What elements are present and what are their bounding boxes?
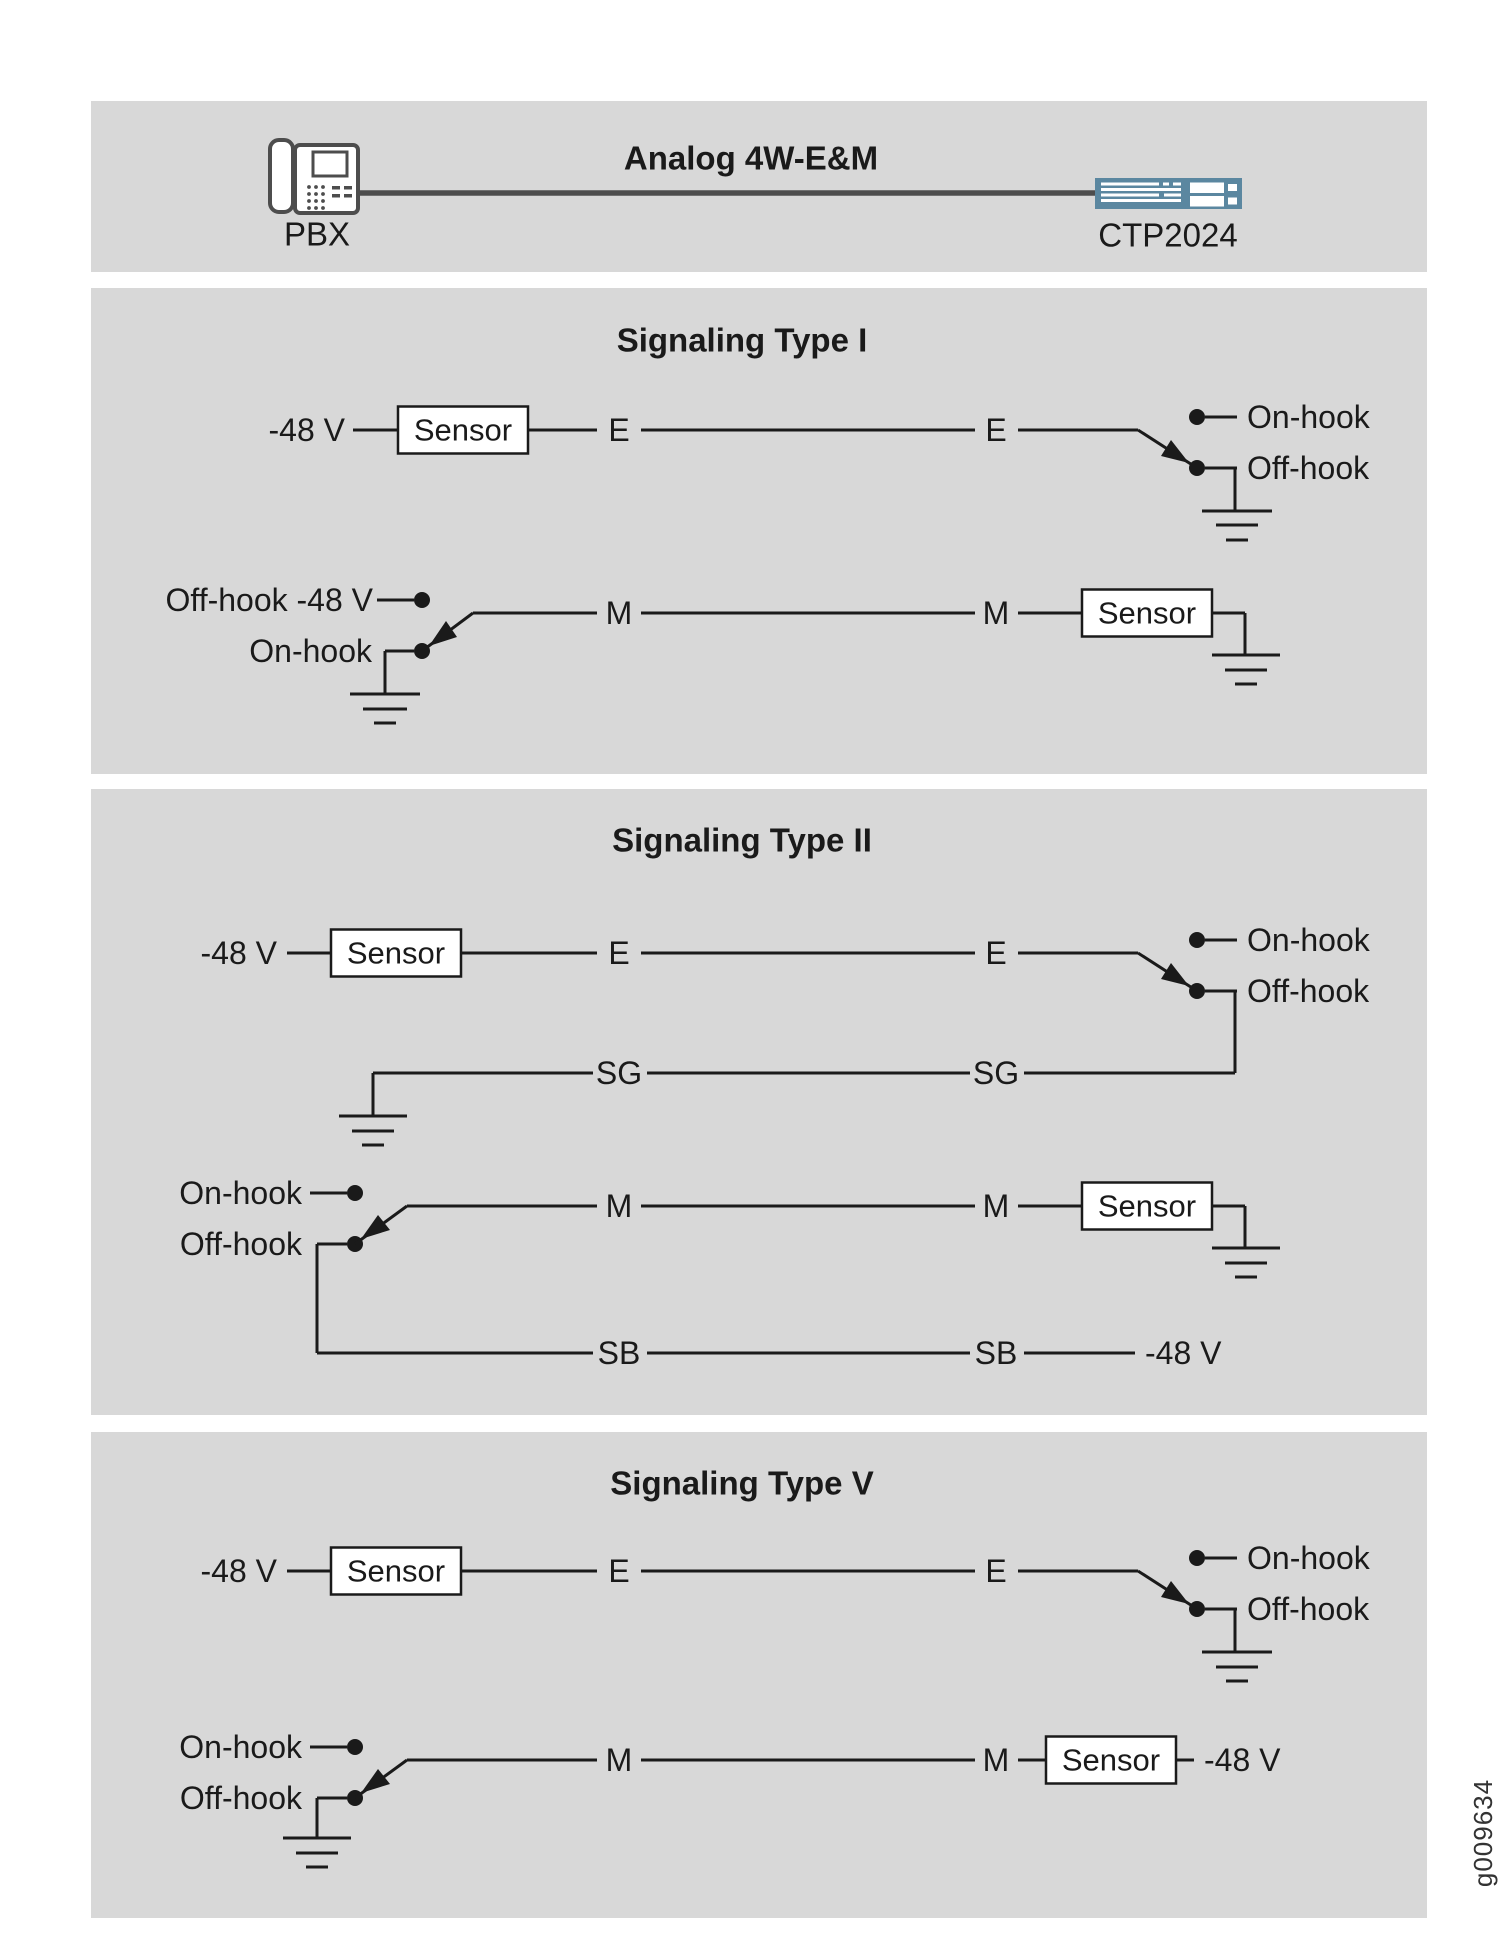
type2-sb-lead-row: [317, 1335, 1222, 1371]
off-hook-contact-dot: [414, 592, 430, 608]
type1-m-lead-row: [165, 582, 1280, 723]
sensor-label: Sensor: [413, 412, 513, 448]
off-hook-contact-dot: [1189, 1601, 1205, 1617]
voltage-label: -48 V: [200, 935, 277, 971]
phone-handset: [270, 140, 293, 212]
on-hook-label: On-hook: [1247, 1540, 1370, 1576]
on-hook-contact-dot: [1189, 409, 1205, 425]
ground-icon: [339, 1073, 407, 1145]
sensor-label: Sensor: [1097, 595, 1197, 631]
off-hook-label: Off-hook: [179, 1780, 302, 1816]
sensor-label: Sensor: [1061, 1742, 1161, 1778]
off-hook-contact-dot: [1189, 460, 1205, 476]
off-hook-label: Off-hook: [179, 1226, 302, 1262]
analog-link-label: Analog 4W-E&M: [623, 139, 879, 177]
e-lead-label: E: [985, 935, 1007, 971]
e-lead-label: E: [985, 412, 1007, 448]
ctp2024-label: CTP2024: [1098, 216, 1238, 254]
overview-diagram: [91, 101, 1427, 272]
type5-diagram: [91, 1432, 1427, 1918]
type2-diagram: [91, 789, 1427, 1415]
switch-arrow-icon: [1161, 1581, 1189, 1604]
type2-sg-lead-row: [339, 1055, 1235, 1145]
on-hook-label: On-hook: [1247, 922, 1370, 958]
m-lead-label: M: [982, 1188, 1010, 1224]
switch-arrow-icon: [361, 1215, 390, 1239]
phone-screen: [313, 152, 347, 176]
panel-signaling-type-5: [91, 1432, 1427, 1918]
switch-arrow-icon: [1161, 440, 1189, 463]
type2-title: Signaling Type II: [612, 821, 872, 859]
on-hook-label: On-hook: [179, 1175, 302, 1211]
panel-signaling-type-2: [91, 789, 1427, 1415]
type5-title: Signaling Type V: [610, 1464, 874, 1502]
on-hook-contact-dot: [1189, 1550, 1205, 1566]
ctp2024-device-icon: [1095, 178, 1242, 209]
off-hook-label: Off-hook: [1247, 450, 1370, 486]
sensor-label: Sensor: [346, 1553, 446, 1589]
switch-arrow-icon: [429, 621, 457, 646]
e-lead-label: E: [608, 412, 630, 448]
m-lead-label: M: [605, 595, 633, 631]
e-lead-label: E: [608, 935, 630, 971]
on-hook-label: On-hook: [249, 633, 372, 669]
off-hook-label: Off-hook: [1247, 1591, 1370, 1627]
sg-lead-label: SG: [972, 1055, 1020, 1091]
figure-id: g009634: [1468, 1778, 1498, 1888]
ground-icon: [1212, 1206, 1280, 1277]
off-hook-voltage-label: Off-hook -48 V: [165, 582, 373, 618]
m-lead-label: M: [605, 1188, 633, 1224]
on-hook-label: On-hook: [1247, 399, 1370, 435]
sensor-label: Sensor: [1097, 1188, 1197, 1224]
type1-title: Signaling Type I: [616, 321, 868, 359]
type1-diagram: [91, 288, 1427, 774]
type1-e-lead-row: [269, 399, 1371, 540]
sg-lead-label: SG: [595, 1055, 643, 1091]
e-lead-label: E: [985, 1553, 1007, 1589]
ground-icon: [1212, 613, 1280, 684]
switch-arrow-icon: [1161, 963, 1189, 986]
panel-overview: [91, 101, 1427, 272]
sb-lead-label: SB: [597, 1335, 641, 1371]
m-lead-label: M: [982, 1742, 1010, 1778]
on-hook-contact-dot: [347, 1739, 363, 1755]
e-lead-label: E: [608, 1553, 630, 1589]
voltage-label: -48 V: [200, 1553, 277, 1589]
sensor-label: Sensor: [346, 935, 446, 971]
on-hook-contact-dot: [1189, 932, 1205, 948]
sb-lead-label: SB: [974, 1335, 1018, 1371]
m-lead-label: M: [982, 595, 1010, 631]
m-lead-label: M: [605, 1742, 633, 1778]
voltage-label: -48 V: [1204, 1742, 1281, 1778]
panel-signaling-type-1: [91, 288, 1427, 774]
on-hook-contact-dot: [347, 1185, 363, 1201]
off-hook-contact-dot: [1189, 983, 1205, 999]
voltage-label: -48 V: [268, 412, 345, 448]
type2-e-lead-row: [201, 922, 1371, 1073]
type2-m-lead-row: [179, 1175, 1280, 1353]
pbx-label: PBX: [283, 215, 351, 253]
switch-arrow-icon: [361, 1769, 390, 1793]
type5-m-lead-row: [179, 1729, 1281, 1867]
pbx-phone-icon: [270, 140, 358, 213]
voltage-label: -48 V: [1145, 1335, 1222, 1371]
off-hook-label: Off-hook: [1247, 973, 1370, 1009]
type5-e-lead-row: [201, 1540, 1371, 1681]
on-hook-label: On-hook: [179, 1729, 302, 1765]
